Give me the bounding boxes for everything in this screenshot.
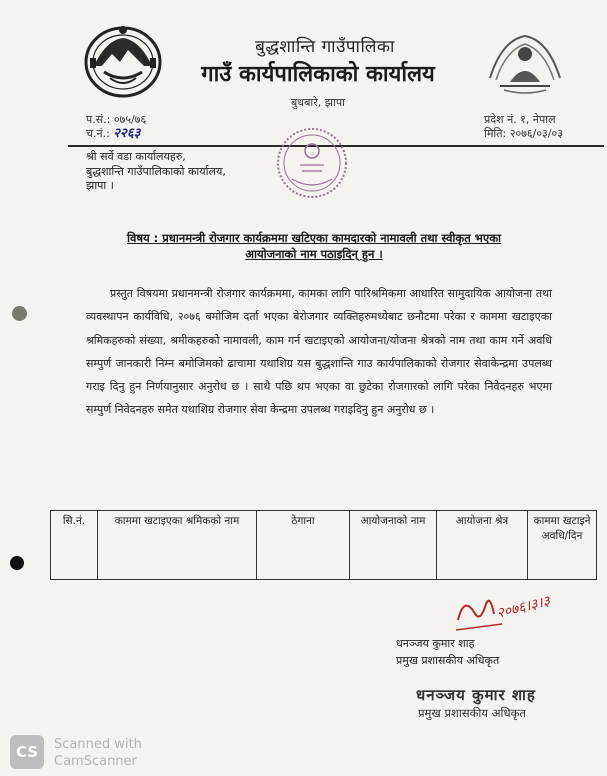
punch-hole <box>10 556 24 570</box>
col-work-duration: काममा खटाइने अवधि/दिन <box>528 511 597 580</box>
office-title: गाउँ कार्यपालिकाको कार्यालय <box>201 62 435 87</box>
letter-body <box>86 282 552 422</box>
camscanner-logo-icon: CS <box>10 735 44 769</box>
reference-block <box>86 113 146 141</box>
col-address: ठेगाना <box>257 511 350 580</box>
province-label: प्रदेश नं. १, नेपाल <box>484 113 556 126</box>
province-date-block <box>484 113 563 141</box>
camscanner-watermark <box>54 736 142 770</box>
office-seal-stamp <box>274 125 350 201</box>
title-stamp: प्रमुख प्रशासकीय अधिकृत <box>418 706 526 720</box>
subject-block <box>94 230 534 262</box>
signatory-name: धनञ्जय कुमार शाह <box>396 637 475 650</box>
col-project-area: आयोजना श्रेत्र <box>437 511 528 580</box>
body-paragraph: प्रस्तुत विषयमा प्रधानमन्त्री रोजगार कार्यक्रममा, कामका लागि पारिश्रमिकमा आधारित सामुदायिक आयोजना तथा व्यवस्थापन कार्यविधि, २०७६ बमोजिम दर्ता भएका बेरोजगार व्यक्तिहरुमध्येबाट छनौटमा परेका र काममा खटाइएका श्रमिकहरुको संख्या, श्रमीकहरुको नामावली, काम गर्न खटाइएको आयोजना/योजना श्रेत्रको नाम तथा काम गर्ने अवधि सम्पुर्ण जानकारी निम्न बमोजिमको ढाचामा यथाशिग्र यस बुद्धशान्ति गाउ कार्यपालिकाको रोजगार सेवाकेन्द्रमा उपलब्ध गराइ दिनु हुन निर्णयानुसार अनुरोध छ । साथै पछि थप भएका वा छुटेका रोजगारको लागि परेका निवेदनहरु भएमा सम्पुर्ण निवेदनहरु समेत यथाशिग्र रोजगार सेवा केन्द्रमा उपलब्ध गराइदिनु हुन अनुरोध छ । <box>86 287 552 417</box>
reference-number: प.सं.: ०७५/७६ <box>86 113 147 126</box>
col-worker-name: काममा खटाइएका श्रमिकको नाम <box>98 511 257 580</box>
col-serial-number: सि.नं. <box>51 511 98 580</box>
recipient-line-1: श्री सर्वे वडा कार्यालयहरु, <box>86 150 186 163</box>
office-location: बुधबारे, झापा <box>291 96 345 109</box>
name-stamp: धनञ्जय कुमार शाह <box>416 686 536 704</box>
recipient-line-3: झापा । <box>86 179 114 192</box>
watermark-line-1: Scanned with <box>54 737 142 752</box>
worker-details-table <box>50 510 597 580</box>
dispatch-number: २२६३ <box>113 126 141 141</box>
subject-line-2: आयोजनाको नाम पठाइदिन् हुन । <box>245 247 383 261</box>
watermark-line-2: CamScanner <box>54 754 137 769</box>
recipient-line-2: बुद्धशान्ति गाउँपालिकाको कार्यालय, <box>86 164 226 178</box>
punch-hole <box>12 306 27 321</box>
subject-line-1: विषय : प्रधानमन्त्री रोजगार कार्यक्रममा खटिएका कामदारको नामावली तथा स्वीकृत भएका <box>126 231 502 245</box>
buddha-logo-icon <box>482 30 568 100</box>
municipality-emblem-icon <box>82 22 164 98</box>
letter-date: मिति: २०७६/०३/०३ <box>484 127 563 140</box>
table-header-row <box>51 511 597 580</box>
recipient-block <box>86 150 226 194</box>
signatory-title: प्रमुख प्रशासकीय अधिकृत <box>396 654 500 667</box>
signature-date: २०७६।३।३ <box>495 593 552 622</box>
handwritten-signature <box>454 590 574 636</box>
dispatch-number-row <box>86 127 146 141</box>
municipality-name: बुद्धशान्ति गाउँपालिका <box>255 37 395 57</box>
col-project-name: आयोजनाको नाम <box>350 511 437 580</box>
dispatch-label: च.नं.: <box>86 127 110 140</box>
